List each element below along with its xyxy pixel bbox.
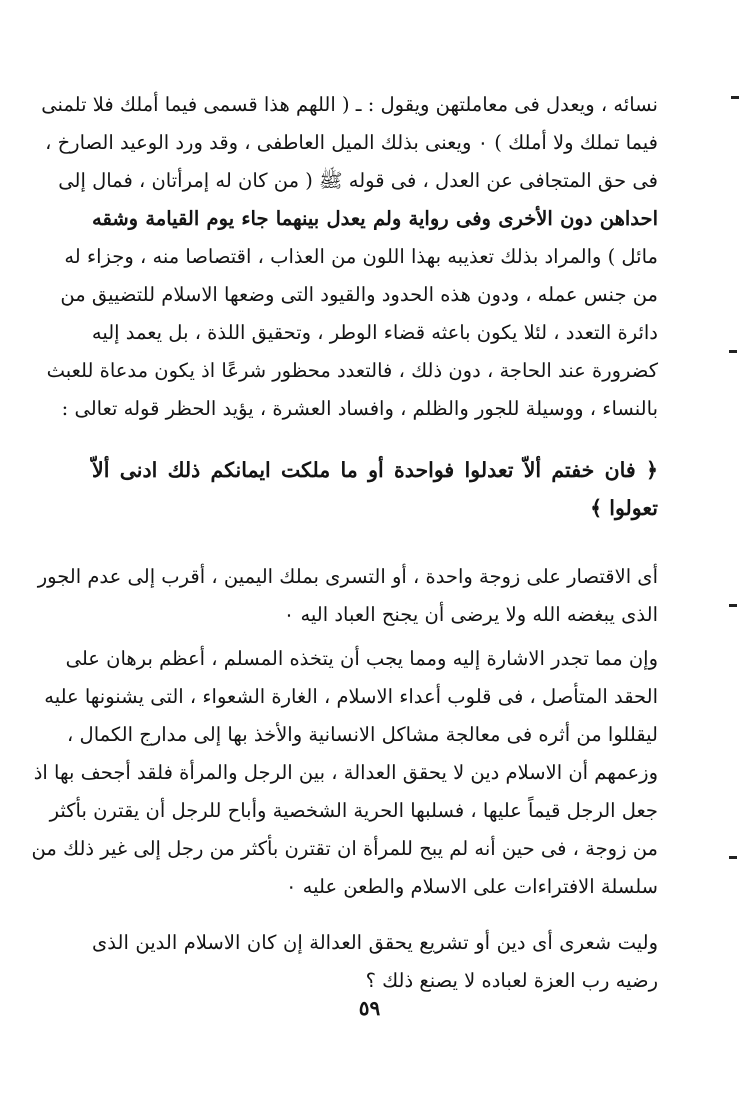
text-line: من زوجة ، فى حين أنه لم يبح للمرأة ان تقترن بأكثر من رجل إلى غير ذلك من (31, 837, 658, 860)
text-line: الذى يبغضه الله ولا يرضى أن يجنح العباد اليه ٠ (283, 603, 658, 626)
text-line: جعل الرجل قيماً عليها ، فسلبها الحرية الشخصية وأباح للرجل أن يقترن بأكثر (49, 799, 658, 822)
edge-mark (731, 96, 739, 99)
text-line: فيما تملك ولا أملك ) ٠ ويعنى بذلك الميل العاطفى ، وقد ورد الوعيد الصارخ ، (45, 131, 658, 154)
text-line: بالنساء ، ووسيلة للجور والظلم ، وافساد العشرة ، يؤيد الحظر قوله تعالى : (61, 397, 658, 420)
text-line: فى حق المتجافى عن العدل ، فى قوله ﷺ ( من كان له إمرأتان ، فمال إلى (58, 169, 658, 192)
text-line: نسائه ، ويعدل فى معاملتهن ويقول : ـ ( اللهم هذا قسمى فيما أملك فلا تلمنى (41, 93, 658, 116)
page-number: ٥٩ (358, 996, 381, 1020)
edge-mark (729, 604, 737, 607)
verse-line: ﴿ فان خفتم ألاّ تعدلوا فواحدة أو ما ملكت ايمانكم ذلك ادنى ألاّ (92, 458, 658, 482)
text-line: الحقد المتأصل ، فى قلوب أعداء الاسلام ، الغارة الشعواء ، التى يشنونها عليه (44, 685, 658, 708)
verse-line: تعولوا ﴾ (590, 496, 658, 520)
text-line: مائل ) والمراد بذلك تعذيبه بهذا اللون من العذاب ، اقتصاصا منه ، وجزاء له (64, 245, 658, 268)
quran-verse (92, 450, 658, 526)
paragraph-4 (92, 924, 658, 1000)
text-line: كضرورة عند الحاجة ، دون ذلك ، فالتعدد محظور شرعًا اذ يكون مدعاة للعبث (46, 359, 658, 382)
text-line: وليت شعرى أى دين أو تشريع يحقق العدالة إن كان الاسلام الدين الذى (92, 931, 658, 954)
paragraph-2 (37, 558, 658, 634)
paragraph-3 (31, 640, 658, 906)
paragraph-1 (41, 86, 658, 428)
edge-mark (729, 856, 737, 859)
text-line: من جنس عمله ، ودون هذه الحدود والقيود التى وضعها الاسلام للتضييق من (60, 283, 658, 306)
text-line: أى الاقتصار على زوجة واحدة ، أو التسرى بملك اليمين ، أقرب إلى عدم الجور (37, 565, 658, 588)
text-line: ليقللوا من أثره فى معالجة مشاكل الانسانية والأخذ بها إلى مدارج الكمال ، (67, 723, 658, 746)
text-line: احداهن دون الأخرى وفى رواية ولم يعدل بينهما جاء يوم القيامة وشقه (92, 207, 658, 230)
text-line: رضيه رب العزة لعباده لا يصنع ذلك ؟ (365, 969, 658, 992)
text-line: دائرة التعدد ، لئلا يكون باعثه قضاء الوطر ، وتحقيق اللذة ، بل يعمد إليه (91, 321, 658, 344)
text-line: وإن مما تجدر الاشارة إليه ومما يجب أن يتخذه المسلم ، أعظم برهان على (65, 647, 658, 670)
edge-mark (729, 350, 737, 353)
text-line: وزعمهم أن الاسلام دين لا يحقق العدالة ، بين الرجل والمرأة فلقد أجحف بها اذ (33, 761, 658, 784)
text-line: سلسلة الافتراءات على الاسلام والطعن عليه ٠ (285, 875, 658, 898)
